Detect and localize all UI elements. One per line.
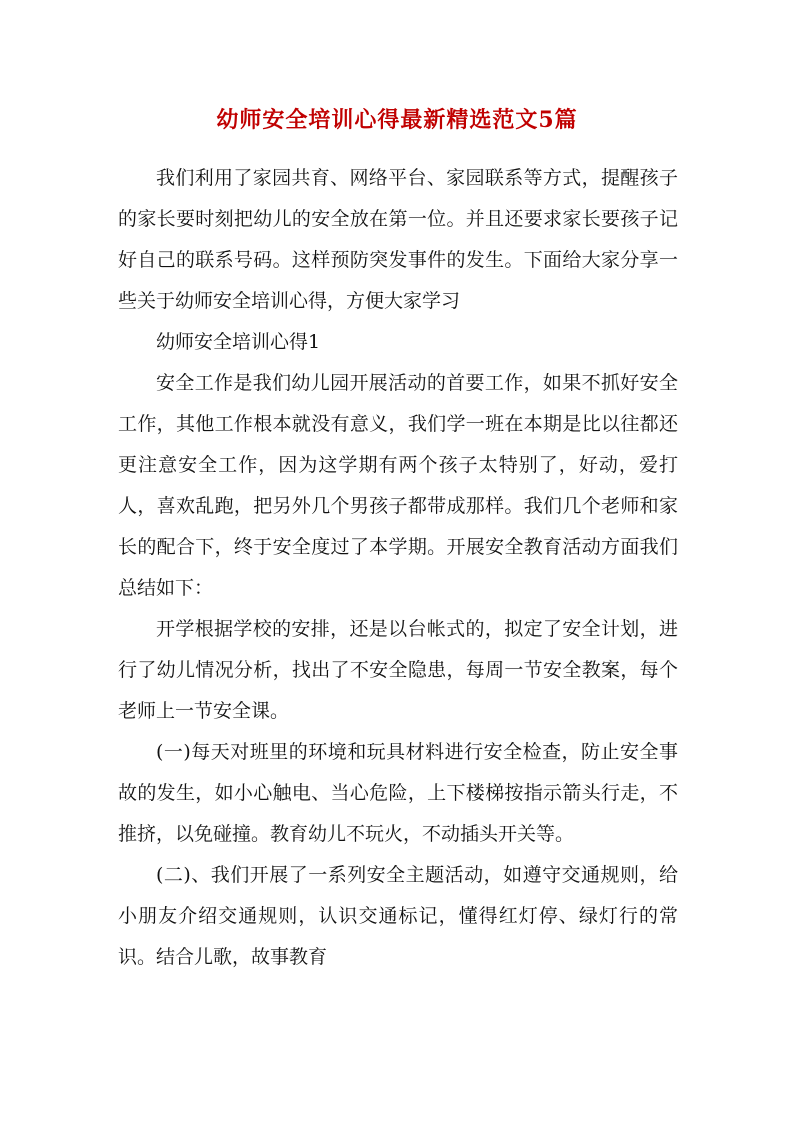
paragraph: 安全工作是我们幼儿园开展活动的首要工作，如果不抓好安全工作，其他工作根本就没有意义，我们学一班在本期是比以往都还更注意安全工作，因为这学期有两个孩子太特别了，好动，爱打人，喜欢乱跑，把另外几个男孩子都带成那样。我们几个老师和家长的配合下，终于安全度过了本学期。开展安全教育活动方面我们总结如下： <box>118 372 678 599</box>
paragraph: (二)、我们开展了一系列安全主题活动，如遵守交通规则，给小朋友介绍交通规则，认识交通标记，懂得红灯停、绿灯行的常识。结合儿歌，故事教育 <box>118 864 678 968</box>
paragraph-intro: 我们利用了家园共育、网络平台、家园联系等方式，提醒孩子的家长要时刻把幼儿的安全放在第一位。并且还要求家长要孩子记好自己的联系号码。这样预防突发事件的发生。下面给大家分享一些关于幼师安全培训心得，方便大家学习 <box>118 167 678 312</box>
document-title: 幼师安全培训心得最新精选范文5篇 <box>216 107 578 133</box>
section-heading: 幼师安全培训心得1 <box>156 331 321 353</box>
paragraph: (一)每天对班里的环境和玩具材料进行安全检查，防止安全事故的发生，如小心触电、当心危险，上下楼梯按指示箭头行走，不推挤，以免碰撞。教育幼儿不玩火，不动插头开关等。 <box>118 741 678 845</box>
paragraph: 开学根据学校的安排，还是以台帐式的，拟定了安全计划，进行了幼儿情况分析，找出了不安全隐患，每周一节安全教案，每个老师上一节安全课。 <box>118 618 678 722</box>
document-body <box>118 158 678 978</box>
